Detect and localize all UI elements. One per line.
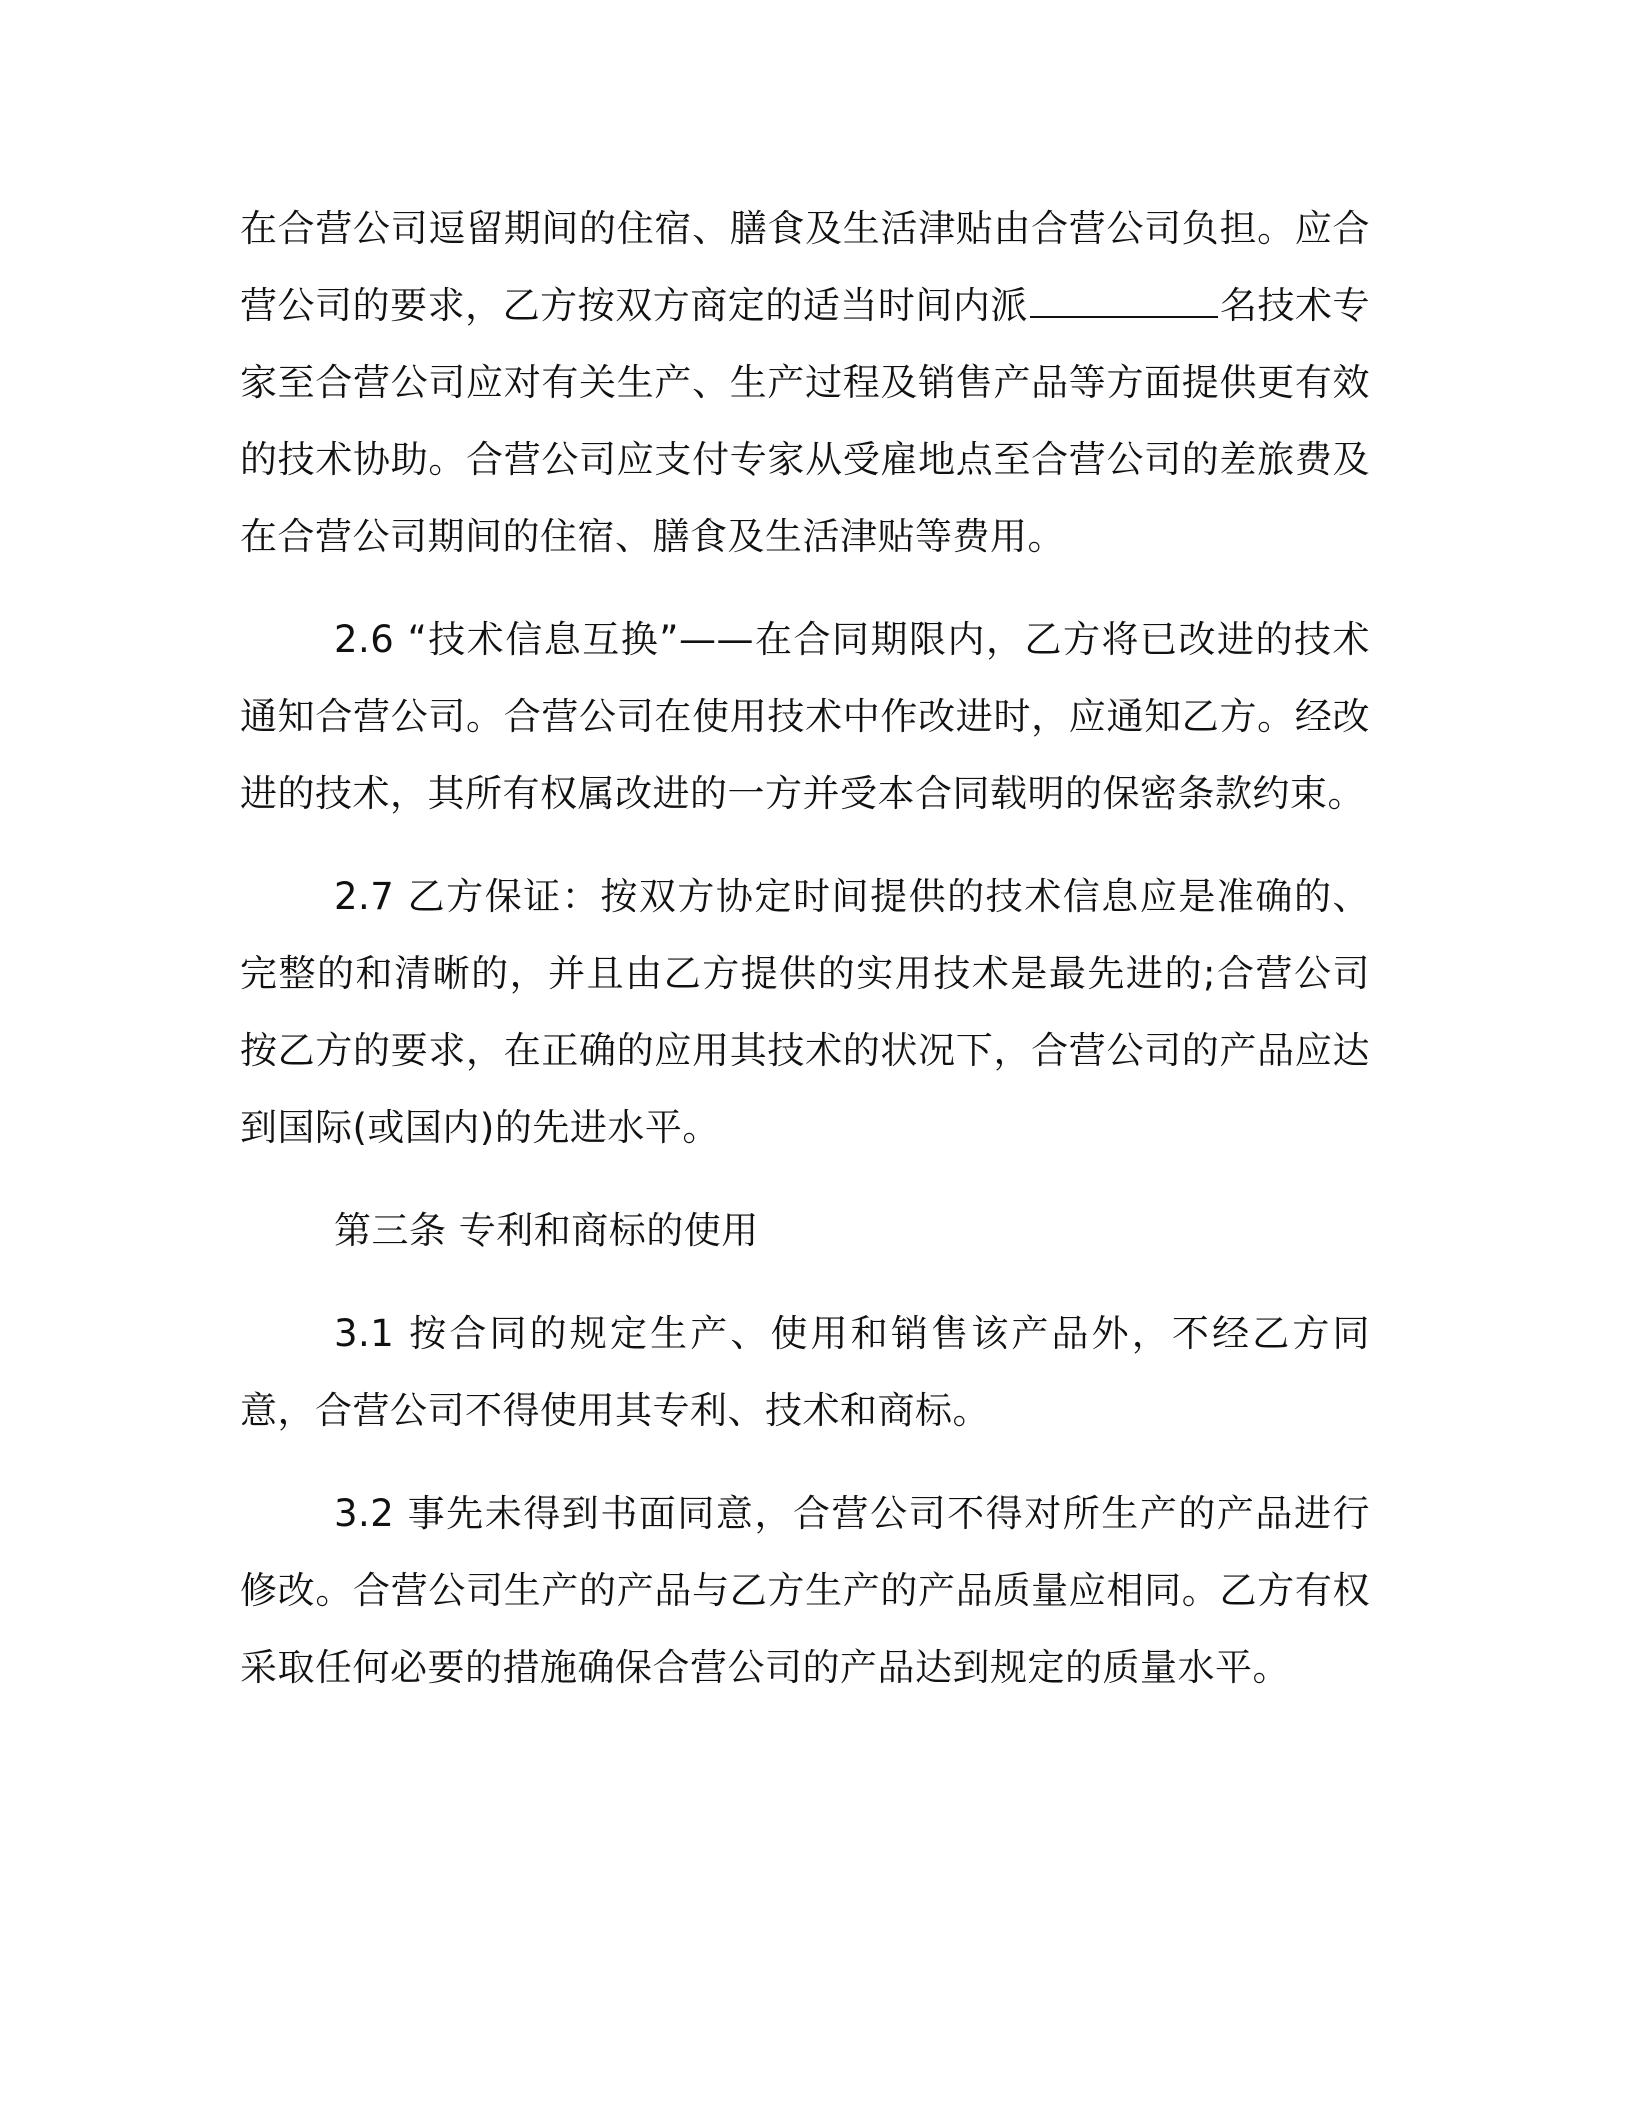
- section-heading-article-3: 第三条 专利和商标的使用: [334, 1209, 759, 1252]
- fill-in-blank: [1030, 282, 1218, 318]
- paragraph-3-1: 3.1 按合同的规定生产、使用和销售该产品外，不经乙方同意，合营公司不得使用其专利、技术和商标。: [240, 1312, 1370, 1432]
- paragraph-2-7-party-b-guarantee: 2.7 乙方保证：按双方协定时间提供的技术信息应是准确的、完整的和清晰的，并且由乙方提供的实用技术是最先进的;合营公司按乙方的要求，在正确的应用其技术的状况下，合营公司的产品应达到国际(或国内)的先进水平。: [240, 875, 1370, 1149]
- paragraph-p1-text-before: 在合营公司逗留期间的住宿、膳食及生活津贴由合营公司负担。应合营公司的要求，乙方按双方商定的适当时间内派: [240, 207, 1370, 327]
- paragraph-2-6-tech-info-exchange: 2.6 “技术信息互换”——在合同期限内，乙方将已改进的技术通知合营公司。合营公司在使用技术中作改进时，应通知乙方。经改进的技术，其所有权属改进的一方并受本合同载明的保密条款约束。: [240, 618, 1370, 815]
- paragraph-3-2: 3.2 事先未得到书面同意，合营公司不得对所生产的产品进行修改。合营公司生产的产品与乙方生产的产品质量应相同。乙方有权采取任何必要的措施确保合营公司的产品达到规定的质量水平。: [240, 1492, 1370, 1689]
- paragraph-p1-text-after: 名技术专家至合营公司应对有关生产、生产过程及销售产品等方面提供更有效的技术协助。合营公司应支付专家从受雇地点至合营公司的差旅费及在合营公司期间的住宿、膳食及生活津贴等费用。: [240, 284, 1371, 558]
- document-page: [240, 190, 1370, 1706]
- paragraph-p1: [240, 190, 1370, 575]
